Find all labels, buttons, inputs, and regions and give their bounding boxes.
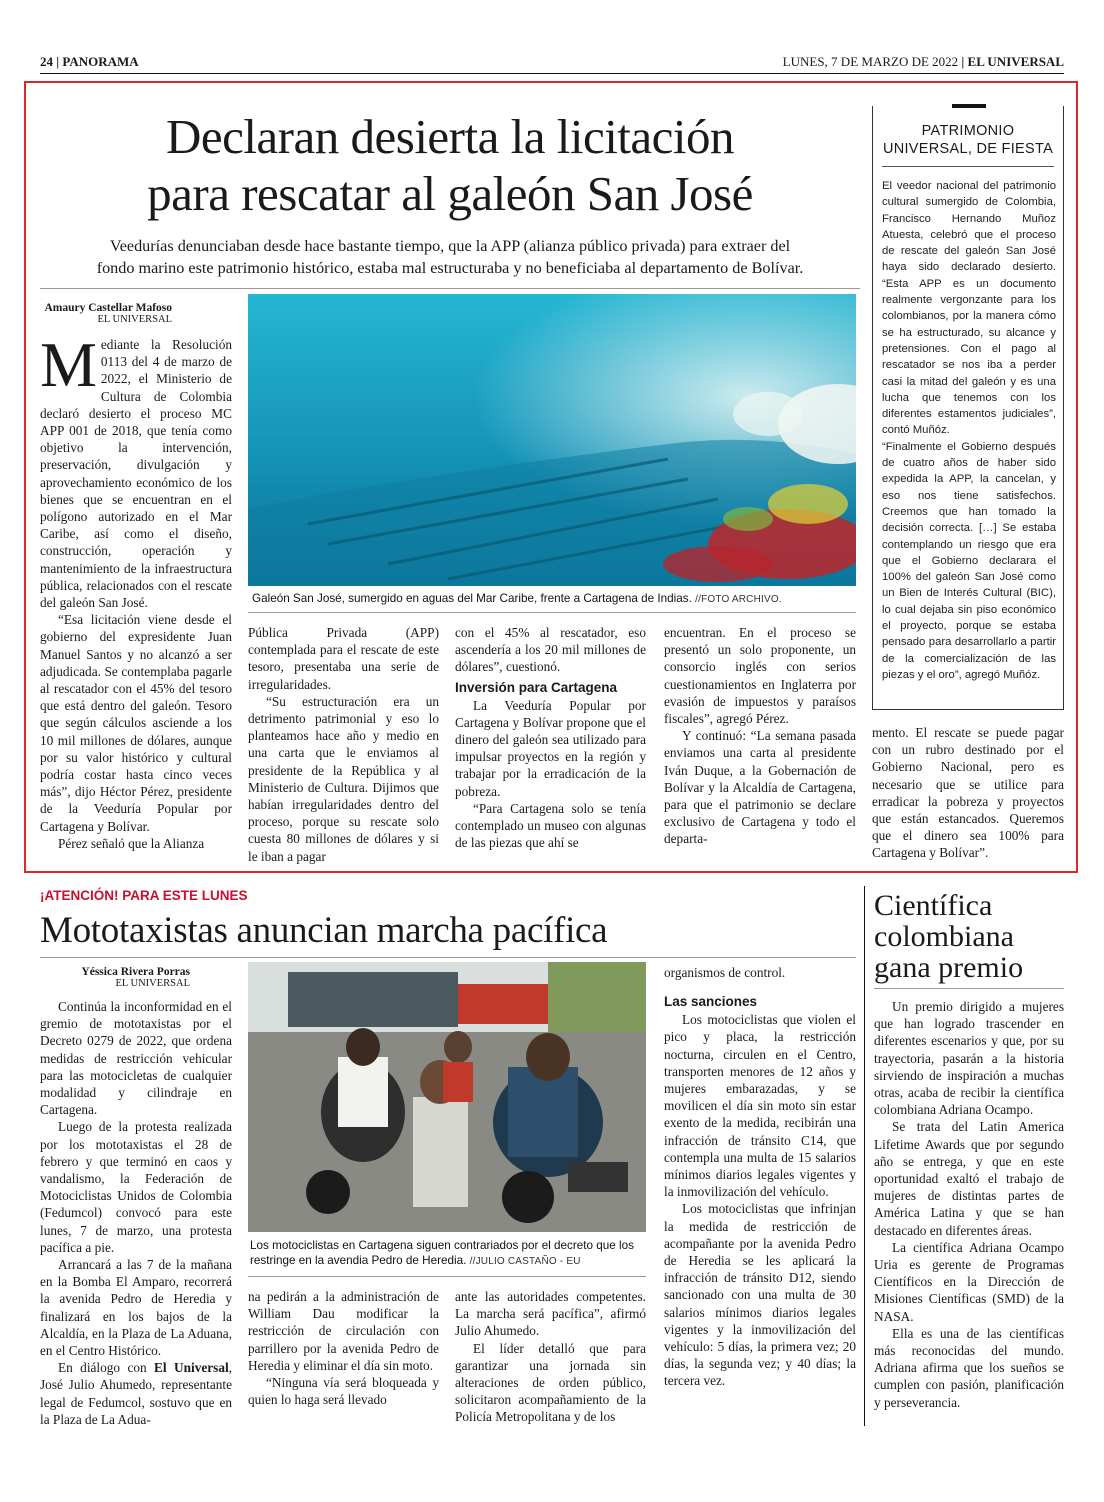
motorcyclists-photo [248, 962, 646, 1232]
main-photo-caption [252, 591, 856, 607]
third-headline: Científica colombiana gana premio [874, 889, 1024, 984]
third-body [874, 998, 1064, 1411]
main-column-3 [455, 624, 646, 851]
second-photo-caption [250, 1238, 646, 1269]
paragraph: con el 45% al rescatador, eso ascendería a los 20 mil millones de dólares”, cuestionó. [455, 625, 646, 675]
caption-text: Galeón San José, sumergido en aguas del Mar Caribe, frente a Cartagena de Indias. [252, 592, 692, 605]
sidebar-body [882, 178, 1056, 683]
paragraph: Ella es una de las científicas más reconocidas del mundo. Adriana afirma que los sueños se cumplen con pasión, planificación y perseverancia. [874, 1325, 1064, 1410]
caption-text: Los motociclistas en Cartagena siguen contrariados por el decreto que los restringe en la avendia Pedro de Heredia. [250, 1239, 634, 1267]
newspaper-name: EL UNIVERSAL [967, 54, 1064, 69]
main-column-2 [248, 624, 439, 865]
lead-paragraph: ediante la Resolución 0113 del 4 de marzo de 2022, el Ministerio de Cultura de Colombia declaró desierto el proceso MC APP 001 de 2018, que tenía como objetivo la intervención, preservación, divulgación y aprovechamiento económico de los bienes que se encuentran en el polígono autorizado en el Mar Caribe, así como el diseño, construcción, operación y mantenimiento de la infraestructura pública, relacionados con el rescate del galeón San José. [40, 337, 232, 611]
galeon-underwater-image [248, 294, 856, 586]
second-headline-rule [40, 957, 856, 958]
paragraph: Pública Privada (APP) contemplada para el rescate de este tesoro, presentaba una serie de irregularidades. [248, 625, 439, 692]
byline-org: EL UNIVERSAL [97, 314, 172, 325]
paragraph: encuentran. En el proceso se presentó un solo proponente, un consorcio inglés con serios cuestionamientos en Inglaterra por evasión de impuestos y paraísos fiscales”, agregó Pérez. [664, 625, 856, 727]
photo-credit: //JULIO CASTAÑO - EU [469, 1256, 581, 1267]
sidebar-top-bar [952, 104, 986, 108]
paragraph: Los motociclistas que violen el pico y placa, la restricción nocturna, circulen en el Centro, transporten menores de 12 años y mujeres embarazadas, y se movilicen el día sin moto sin estar exento de la medida, recibirán una infracción de tránsito C14, que contempla una multa de 15 salarios mínimos diarios legales vigentes y la inmovilización del vehículo. [664, 1012, 856, 1200]
main-column-1 [40, 329, 232, 852]
paragraph: Un premio dirigido a mujeres que han logrado trascender en diferentes escenarios y que, por su trayectoria, pasarán a la historia sirviendo de inspiración a muchas otras, acaba de recibir la científica colombiana Adriana Ocampo. [874, 999, 1064, 1118]
paragraph: La científica Adriana Ocampo Uria es gerente de Programas Científicos en la Dirección de Misiones Científicas (SMD) de la NASA. [874, 1239, 1064, 1324]
paragraph: “Ninguna vía será bloqueada y quien lo haga será llevado [248, 1375, 439, 1408]
paragraph: Continúa la inconformidad en el gremio de mototaxistas por el Decreto 0279 de 2022, que ordena medidas de restricción vehicular para las motocicletas de cualquier modalidad y cilindraje en Cartagena. [40, 999, 232, 1118]
photo-credit: //FOTO ARCHIVO. [695, 594, 782, 605]
column-divider [864, 886, 865, 1426]
paragraph: organismos de control. [664, 965, 786, 980]
second-caption-rule [248, 1276, 646, 1277]
paragraph: Luego de la protesta realizada por los mototaxistas el 28 de febrero y que terminó en caos y vandalismo, la Federación de Motociclistas Unidos de Colombia (Fedumcol) convocó para este lunes, 7 de marzo, una protesta pacífica a pie. [40, 1119, 232, 1255]
paragraph: Y continuó: “La semana pasada enviamos una carta al presidente Iván Duque, a la Gobernación de Bolívar y la Alcaldía de Cartagena, para que el patrimonio se declare exclusivo de Cartagena y todo el departa- [664, 728, 856, 847]
paragraph: En diálogo con El Universal, José Julio Ahumedo, representante legal de Fedumcol, sostuvo que en la Plaza de La Adua- [40, 1360, 232, 1427]
paragraph: “Finalmente el Gobierno después de cuatro años de haber sido expedida la APP, la cancelan, y eso nos tiene satisfechos. Creemos que han tomado la decisión correcta. […] Se estaba contemplando un riesgo que era que el Gobierno declarara el 100% del galeón San José como un Bien de Interés Cultural (BIC), lo cual dejaba sin piso económico el proyecto, porque se estaba pensado para desarrollarlo a partir de la comercialización de las piezas y el oro”, agregó Muñóz. [882, 440, 1056, 681]
motorcyclists-image [248, 962, 646, 1232]
main-headline: Declaran desierta la licitación para rescatar al galeón San José [147, 109, 753, 221]
deck-rule [40, 288, 860, 289]
paragraph: Arrancará a las 7 de la mañana en la Bomba El Amparo, recorrerá la avenida Pedro de Heredia y finalizará en los bajos de la Alcaldía, en la Plaza de La Aduana, en el Centro Histórico. [40, 1257, 232, 1359]
paragraph: “Su estructuración era un detrimento patrimonial y eso lo planteamos hace año y medio en una carta que le enviamos al presidente de la República y al Ministerio de Cultura. Dijimos que habían irregularidades dentro del proceso, porque su rescate solo cuesta 80 millones de dólares y si le iban a pagar [248, 693, 439, 864]
header-rule [40, 73, 1064, 74]
paragraph: El veedor nacional del patrimonio cultural sumergido de Colombia, Francisco Hernando Muñoz Atuesta, celebró que el proceso de rescate del galeón San José haya sido declarado desierto. “Esta APP es un documento realmente vergonzante para los colombianos, por la manera cómo se ha estructurado, su alcance y pretensiones. Con el pago al rescatador se nos iba a perder casi la mitad del galeón y es una lucha que tenemos con los diferentes estamentos judiciales”, contó Muñóz. [882, 180, 1056, 437]
caption-rule [248, 612, 856, 613]
main-byline [40, 302, 172, 325]
story-kicker: ¡ATENCIÓN! PARA ESTE LUNES [40, 888, 248, 903]
paragraph: La Veeduría Popular por Cartagena y Bolívar propone que el dinero del galeón sea utilizado para impulsar proyectos en la región y trabajar por la erradicación de la pobreza. [455, 697, 646, 799]
paragraph: Pérez señaló que la Alianza [58, 835, 205, 851]
paragraph: El líder detalló que para garantizar una jornada sin alteraciones de orden público, solicitaron acompañamiento de la Policía Metropolitana y de los [455, 1340, 646, 1425]
byline-name: Yéssica Rivera Porras [81, 966, 190, 978]
second-column-3 [455, 1288, 646, 1426]
sidebar-title: PATRIMONIO UNIVERSAL, DE FIESTA [882, 123, 1054, 157]
subheading: Las sanciones [664, 994, 758, 1010]
main-deck: Veedurías denunciaban desde hace bastante tiempo, que la APP (alianza público privada) para extraer del fondo marino este patrimonio histórico, estaba mal estructuraba y no beneficiaba al departamento de Bolívar. [96, 237, 804, 277]
second-column-2 [248, 1288, 439, 1408]
third-headline-rule [874, 988, 1064, 989]
issue-date: LUNES, 7 DE MARZO DE 2022 [782, 54, 959, 69]
section-name: PANORAMA [62, 54, 139, 69]
galeon-photo [248, 294, 856, 586]
paragraph: ante las autoridades competentes. La marcha será pacífica”, afirmó Julio Ahumedo. [455, 1289, 646, 1339]
page-number: 24 [40, 54, 53, 69]
paragraph: Se trata del Latin America Lifetime Awards que por segundo año se entrega, y que en este oportunidad exaltó el trabajo de mujeres de distintas partes de América Latina y que se han destacado en diferentes áreas. [874, 1119, 1064, 1238]
second-column-4 [664, 964, 856, 1390]
second-headline: Mototaxistas anuncian marcha pacífica [40, 910, 608, 951]
page-header: 24 | PANORAMA LUNES, 7 DE MARZO DE 2022 | EL UNIVERSAL [40, 54, 1064, 69]
main-column-5 [872, 724, 1064, 862]
drop-cap: M [40, 329, 97, 400]
paragraph: na pedirán a la administración de William Dau modificar la restricción de circulación con parrillero por la avenida Pedro de Heredia y eliminar el día sin moto. [248, 1289, 439, 1373]
second-byline [40, 966, 190, 989]
second-column-1 [40, 998, 232, 1428]
byline-org: EL UNIVERSAL [115, 978, 190, 989]
paragraph: “Esa licitación viene desde el gobierno del expresidente Juan Manuel Santos y no alcanzó a ser adjudicada. Se contemplaba pagarle al rescatador con el 45% del tesoro que está dentro del galeón. Tesoro que según cálculos asciende a los 10 mil millones de dólares, aunque por su valor histórico y cultural podría costar hasta cinco veces más”, dijo Héctor Pérez, presidente de la Veeduría Popular por Cartagena y Bolívar. [40, 612, 232, 834]
paragraph: mento. El rescate se puede pagar con un rubro destinado por el Gobierno Nacional, pero es necesario que se utilice para erradicar la pobreza y proyectos que están estancados. Queremos que el dinero sea 100% para Cartagena y Bolívar”. [872, 725, 1064, 861]
paragraph: Los motociclistas que infrinjan la medida de restricción de acompañante por la avenida Pedro de Heredia se les aplicará la infracción de tránsito D12, siendo sancionado con una multa de 30 salarios mínimos diarios legales vigentes y la inmovilización del vehículo: 5 días, la primera vez; 20 días, la segunda vez; y 40 días; la tercera vez. [664, 1201, 856, 1389]
subheading: Inversión para Cartagena [455, 679, 618, 695]
byline-name: Amaury Castellar Mafoso [44, 302, 172, 314]
main-column-4 [664, 624, 856, 848]
sidebar-title-rule [882, 166, 1054, 167]
paragraph: “Para Cartagena solo se tenía contemplado un museo con algunas de las piezas que ahí se [455, 800, 646, 851]
